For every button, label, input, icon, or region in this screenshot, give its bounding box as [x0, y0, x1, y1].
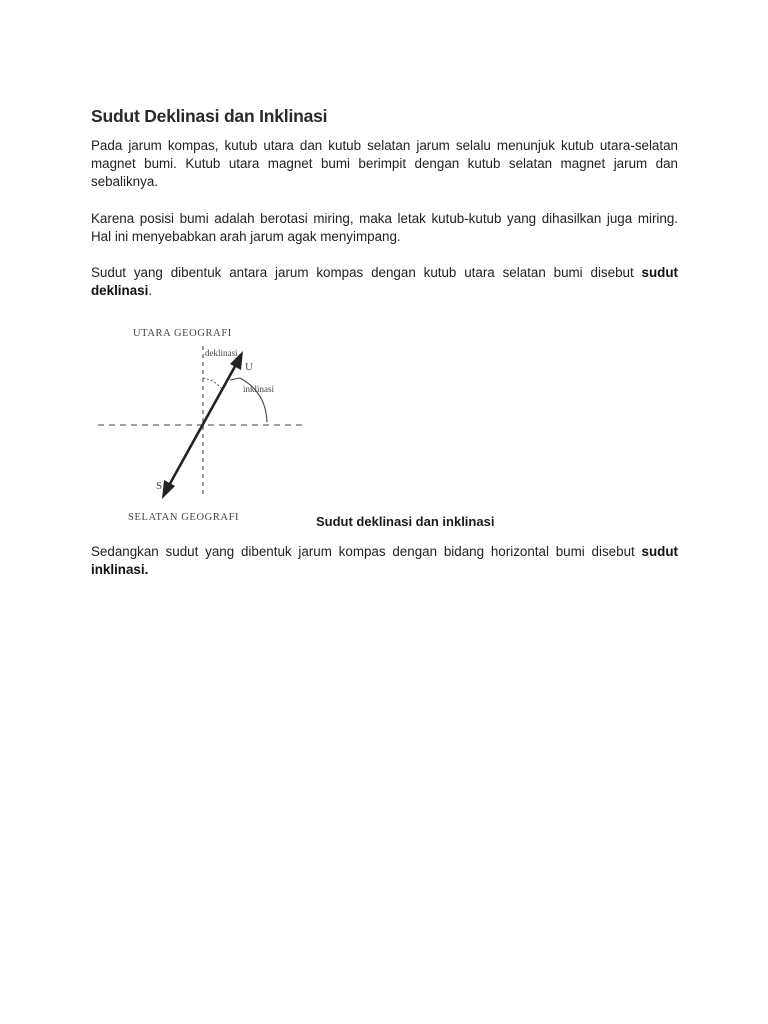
- figure-caption: Sudut deklinasi dan inklinasi: [316, 514, 495, 529]
- paragraph-deklinasi-text: Sudut yang dibentuk antara jarum kompas dengan kutub utara selatan bumi disebut: [91, 265, 642, 280]
- paragraph-inklinasi-text: Sedangkan sudut yang dibentuk jarum kompas dengan bidang horizontal bumi disebut: [91, 544, 642, 559]
- paragraph-inklinasi: [91, 543, 678, 579]
- label-inklinasi: inklinasi: [243, 384, 274, 394]
- label-s: S: [156, 480, 163, 492]
- paragraph-deklinasi-end: .: [148, 283, 153, 298]
- paragraph-rotation: Karena posisi bumi adalah berotasi miring, maka letak kutub-kutub yang dihasilkan juga miring. Hal ini menyebabkan arah jarum agak menyimpang.: [91, 211, 678, 244]
- paragraph-compass: Pada jarum kompas, kutub utara dan kutub selatan jarum selalu menunjuk kutub utara-selatan magnet bumi. Kutub utara magnet bumi berimpit dengan kutub selatan magnet jarum dan sebaliknya.: [91, 138, 678, 189]
- page-title: Sudut Deklinasi dan Inklinasi: [91, 106, 328, 126]
- label-u: U: [245, 361, 253, 373]
- term-sudut-inklinasi: sudut inklinasi.: [91, 544, 678, 577]
- needle-arrow-south: [162, 480, 175, 499]
- term-sudut-deklinasi: sudut deklinasi: [91, 265, 678, 298]
- label-utara-geografi: UTARA GEOGRAFI: [133, 328, 232, 339]
- inclination-arc-tick: [230, 378, 240, 380]
- label-deklinasi: deklinasi: [205, 348, 238, 358]
- label-selatan-geografi: SELATAN GEOGRAFI: [128, 512, 240, 523]
- declination-arc: [203, 378, 221, 388]
- paragraph-deklinasi: [91, 264, 678, 300]
- diagram-svg: [90, 318, 312, 530]
- declination-inclination-diagram: [90, 318, 312, 530]
